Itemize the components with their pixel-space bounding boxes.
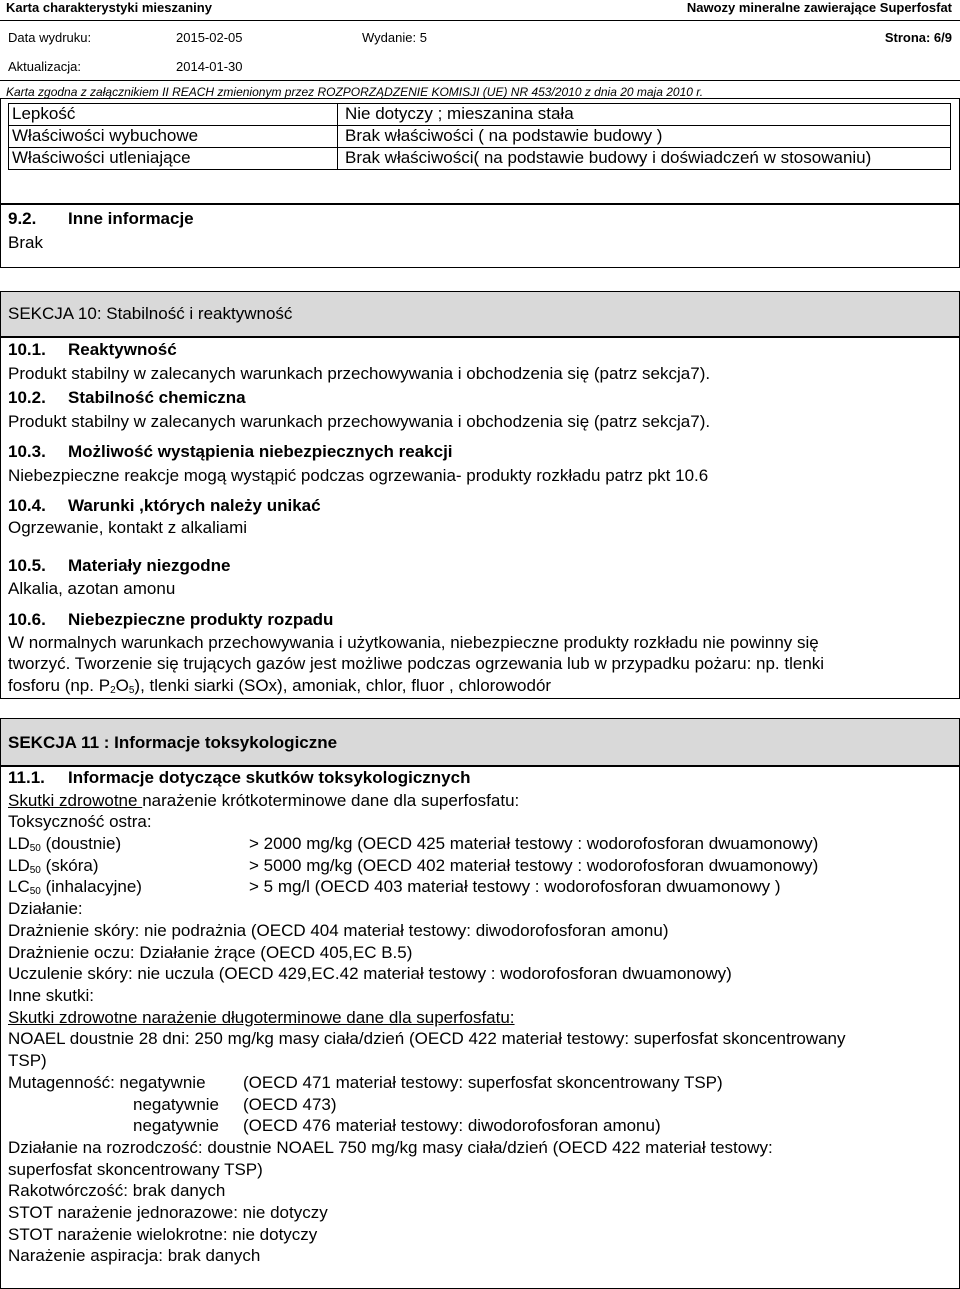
property-name: Właściwości utleniające bbox=[12, 148, 191, 167]
section11-title: SEKCJA 11 : Informacje toksykologiczne bbox=[8, 733, 338, 752]
subsection-title: Materiały niezgodne bbox=[68, 556, 231, 575]
update-date: 2014-01-30 bbox=[176, 59, 243, 74]
page-number: Strona: 6/9 bbox=[884, 30, 952, 45]
underlined-text: Skutki zdrowotne bbox=[8, 791, 143, 810]
subsection-text: Niebezpieczne reakcje mogą wystąpić podczas ogrzewania- produkty rozkładu patrz pkt 10.6 bbox=[8, 466, 709, 485]
text-part: ), tlenki siarki (SOx), amoniak, chlor, fluor , chlorowodór bbox=[134, 676, 552, 695]
regulation-note: Karta zgodna z załącznikiem II REACH zmienionym przez ROZPORZĄDZENIE KOMISJI (UE) NR 453/2010 z dnia 20 maja 2010 r. bbox=[6, 85, 704, 99]
skin-sensitization: Uczulenie skóry: nie uczula (OECD 429,EC.42 materiał testowy : wodorofosforan dwuamonowy) bbox=[8, 964, 732, 983]
chronic-effects-heading: Skutki zdrowotne narażenie długoterminowe dane dla superfosfatu: bbox=[8, 1008, 515, 1027]
subsection-number: 10.5. bbox=[8, 556, 46, 575]
lc50-inhalation-label: $LC_{50}$ (inhalacyjne) bbox=[8, 877, 142, 897]
subsection-text: tworzyć. Tworzenie się trujących gazów jest możliwe podczas ogrzewania lub w przypadku pożaru: np. tlenki bbox=[8, 654, 825, 673]
acute-toxicity-label: Toksyczność ostra: bbox=[8, 812, 152, 831]
edition: Wydanie: 5 bbox=[362, 30, 427, 45]
section10-title: SEKCJA 10: Stabilność i reaktywność bbox=[8, 304, 293, 323]
text-part: narażenie krótkoterminowe dane dla superfosfatu: bbox=[142, 791, 520, 810]
update-label: Aktualizacja: bbox=[8, 59, 81, 74]
subsection-title: Inne informacje bbox=[68, 209, 194, 228]
mutagenicity-result: negatywnie bbox=[133, 1116, 220, 1135]
subsection-text: Ogrzewanie, kontakt z alkaliami bbox=[8, 518, 248, 537]
eye-irritation: Drażnienie oczu: Działanie żrące (OECD 405,EC B.5) bbox=[8, 943, 413, 962]
skin-irritation: Drażnienie skóry: nie podrażnia (OECD 404 materiał testowy: diwodorofosforan amonu) bbox=[8, 921, 669, 940]
subsection-number: 10.6. bbox=[8, 610, 46, 629]
stot-repeated: STOT narażenie wielokrotne: nie dotyczy bbox=[8, 1225, 318, 1244]
noael-line: TSP) bbox=[8, 1051, 47, 1070]
subsection-title: Reaktywność bbox=[68, 340, 177, 359]
acute-effects-heading bbox=[8, 791, 519, 811]
subsection-number: 10.2. bbox=[8, 388, 46, 407]
header-title-right: Nawozy mineralne zawierające Superfosfat bbox=[686, 0, 952, 15]
print-date: 2015-02-05 bbox=[176, 30, 243, 45]
ld50-dermal-label: $LD_{50}$ (skóra) bbox=[8, 856, 99, 876]
subsection-text: Produkt stabilny w zalecanych warunkach przechowywania i obchodzenia się (patrz sekcja7). bbox=[8, 364, 711, 383]
subscript: 2 bbox=[110, 685, 116, 696]
mutagenicity-test: (OECD 476 materiał testowy: diwodorofosforan amonu) bbox=[243, 1116, 661, 1135]
text-part: O bbox=[115, 676, 129, 695]
carcinogenicity: Rakotwórczość: brak danych bbox=[8, 1181, 226, 1200]
stot-single: STOT narażenie jednorazowe: nie dotyczy bbox=[8, 1203, 328, 1222]
mutagenicity-test: (OECD 473) bbox=[243, 1095, 337, 1114]
print-date-label: Data wydruku: bbox=[8, 30, 92, 45]
effects-label: Działanie: bbox=[8, 899, 83, 918]
subsection-text: Alkalia, azotan amonu bbox=[8, 579, 176, 598]
subscript: 5 bbox=[128, 685, 135, 696]
subsection-text bbox=[8, 676, 551, 696]
subsection-text: Brak bbox=[8, 233, 43, 252]
reproductive-toxicity: superfosfat skoncentrowany TSP) bbox=[8, 1160, 263, 1179]
mutagenicity-result: negatywnie bbox=[133, 1095, 220, 1114]
property-name: Lepkość bbox=[12, 104, 76, 123]
ld50-oral-value: > 2000 mg/kg (OECD 425 materiał testowy : wodorofosforan dwuamonowy) bbox=[249, 834, 819, 853]
lc50-inhalation-value: > 5 mg/l (OECD 403 materiał testowy : wodorofosforan dwuamonowy ) bbox=[249, 877, 781, 896]
subsection-text: W normalnych warunkach przechowywania i użytkowania, niebezpieczne produkty rozkładu nie powinny się bbox=[8, 633, 819, 652]
subsection-number: 10.3. bbox=[8, 442, 46, 461]
property-value: Nie dotyczy ; mieszanina stała bbox=[345, 104, 574, 123]
subsection-number: 10.4. bbox=[8, 496, 46, 515]
subsection-title: Warunki ,których należy unikać bbox=[68, 496, 321, 515]
mutagenicity-label: Mutagenność: negatywnie bbox=[8, 1073, 206, 1092]
aspiration-hazard: Narażenie aspiracja: brak danych bbox=[8, 1246, 261, 1265]
other-effects-label: Inne skutki: bbox=[8, 986, 94, 1005]
ld50-dermal-value: > 5000 mg/kg (OECD 402 materiał testowy : wodorofosforan dwuamonowy) bbox=[249, 856, 819, 875]
mutagenicity-test: (OECD 471 materiał testowy: superfosfat skoncentrowany TSP) bbox=[243, 1073, 723, 1092]
property-name: Właściwości wybuchowe bbox=[12, 126, 199, 145]
subsection-title: Informacje dotyczące skutków toksykologicznych bbox=[68, 768, 471, 787]
reproductive-toxicity: Działanie na rozrodczość: doustnie NOAEL 750 mg/kg masy ciała/dzień (OECD 422 materiał testowy: bbox=[8, 1138, 773, 1157]
ld50-oral-label: $LD_{50}$ (doustnie) bbox=[8, 834, 122, 854]
subsection-number: 10.1. bbox=[8, 340, 46, 359]
subsection-text: Produkt stabilny w zalecanych warunkach przechowywania i obchodzenia się (patrz sekcja7). bbox=[8, 412, 711, 431]
table-column-divider bbox=[337, 103, 338, 170]
subsection-title: Stabilność chemiczna bbox=[68, 388, 246, 407]
subsection-number: 9.2. bbox=[8, 209, 37, 228]
text-part: fosforu (np. P bbox=[8, 676, 111, 695]
subsection-title: Niebezpieczne produkty rozpadu bbox=[68, 610, 334, 629]
subsection-number: 11.1. bbox=[8, 768, 45, 787]
noael-line: NOAEL doustnie 28 dni: 250 mg/kg masy ciała/dzień (OECD 422 materiał testowy: superfosfat skoncentrowany bbox=[8, 1029, 846, 1048]
subsection-title: Możliwość wystąpienia niebezpiecznych reakcji bbox=[68, 442, 453, 461]
property-value: Brak właściwości ( na podstawie budowy ) bbox=[345, 126, 663, 145]
header-divider bbox=[0, 20, 960, 21]
header-divider-2 bbox=[0, 80, 960, 81]
property-value: Brak właściwości( na podstawie budowy i doświadczeń w stosowaniu) bbox=[345, 148, 872, 167]
header-title-left: Karta charakterystyki mieszaniny bbox=[6, 0, 212, 15]
